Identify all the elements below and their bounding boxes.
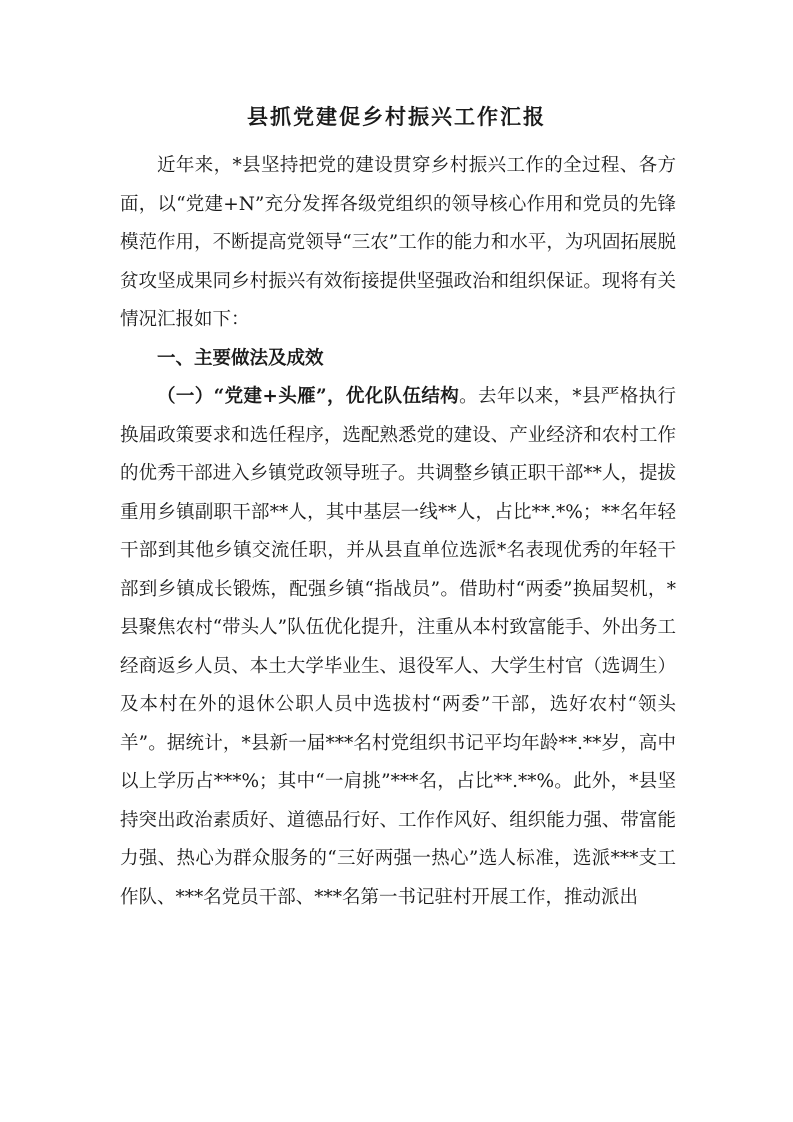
document-body (120, 147, 676, 917)
intro-paragraph: 近年来，*县坚持把党的建设贯穿乡村振兴工作的全过程、各方面，以“党建+N”充分发挥各级党组织的领导核心作用和党员的先锋模范作用，不断提高党领导“三农”工作的能力和水平，为巩固拓展脱贫攻坚成果同乡村振兴有效衔接提供坚强政治和组织保证。现将有关情况汇报如下： (120, 155, 676, 330)
item-heading-punct: 。 (459, 386, 478, 407)
item-text: 去年以来，*县严格执行换届政策要求和选任程序，选配熟悉党的建设、产业经济和农村工作的优秀干部进入乡镇党政领导班子。共调整乡镇正职干部**人，提拔重用乡镇副职干部**人，其中基层一线**人，占比**.*%；**名年轻干部到其他乡镇交流任职，并从县直单位选派*名表现优秀的年轻干部到乡镇成长锻炼，配强乡镇“指战员”。借助村“两委”换届契机，*县聚焦农村“带头人”队伍优化提升，注重从本村致富能手、外出务工经商返乡人员、本土大学毕业生、退役军人、大学生村官（选调生）及本村在外的退休公职人员中选拔村“两委”干部，选好农村“领头羊”。据统计，*县新一届***名村党组织书记平均年龄**.**岁，高中以上学历占***%；其中“一肩挑”***名，占比**.**%。此外，*县坚持突出政治素质好、道德品行好、工作作风好、组织能力强、带富能力强、热心为群众服务的“三好两强一热心”选人标准，选派***支工作队、***名党员干部、***名第一书记驻村开展工作，推动派出 (120, 386, 676, 908)
item-paragraph (120, 378, 676, 917)
section-heading: 一、主要做法及成效 (157, 347, 324, 369)
item-heading: （一）“党建+头雁”，优化队伍结构 (157, 386, 460, 407)
document-title: 县抓党建促乡村振兴工作汇报 (247, 104, 546, 129)
